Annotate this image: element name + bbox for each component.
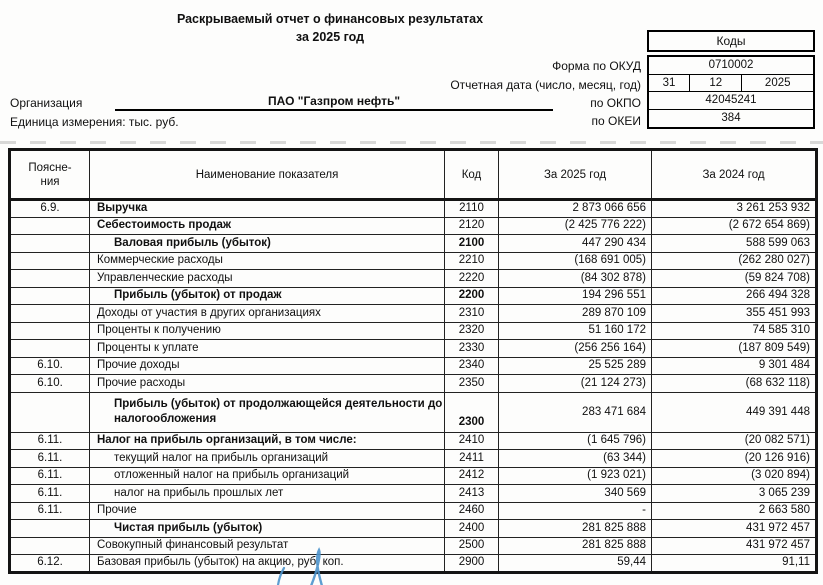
okud-value: 0710002 xyxy=(649,57,813,75)
report-date-label: Отчетная дата (число, месяц, год) xyxy=(450,78,641,92)
table-row xyxy=(10,555,817,573)
codes-box xyxy=(647,30,815,129)
okud-label: Форма по ОКУД xyxy=(552,59,641,73)
cell-name: Валовая прибыль (убыток) xyxy=(90,235,445,253)
cell-code: 2200 xyxy=(445,287,499,305)
table-row xyxy=(10,485,817,503)
cell-explanation xyxy=(10,252,90,270)
cell-explanation: 6.9. xyxy=(10,200,90,218)
cell-y2024: (3 020 894) xyxy=(652,467,817,485)
cell-y2024: 266 494 328 xyxy=(652,287,817,305)
header-indicator-name: Наименование показателя xyxy=(90,150,445,200)
cell-code: 2411 xyxy=(445,450,499,468)
cell-y2024: (187 809 549) xyxy=(652,340,817,358)
cell-name: Прибыль (убыток) от продаж xyxy=(90,287,445,305)
cell-explanation: 6.11. xyxy=(10,502,90,520)
table-row xyxy=(10,270,817,288)
report-table-body xyxy=(10,200,817,573)
cell-y2025: (84 302 878) xyxy=(499,270,652,288)
cell-name: Доходы от участия в других организациях xyxy=(90,305,445,323)
cell-code: 2100 xyxy=(445,235,499,253)
date-day-value: 31 xyxy=(649,75,690,91)
table-row xyxy=(10,287,817,305)
cell-y2025: 283 471 684 xyxy=(499,392,652,432)
cell-y2025: (1 645 796) xyxy=(499,432,652,450)
cell-explanation: 6.11. xyxy=(10,467,90,485)
report-title: Раскрываемый отчет о финансовых результатах xyxy=(176,12,484,26)
okei-value: 384 xyxy=(721,111,741,124)
table-row xyxy=(10,252,817,270)
financial-results-table xyxy=(8,148,818,574)
cell-y2024: 431 972 457 xyxy=(652,537,817,555)
cell-explanation: 6.12. xyxy=(10,555,90,573)
cell-explanation xyxy=(10,340,90,358)
cell-y2024: (68 632 118) xyxy=(652,375,817,393)
header-explanation xyxy=(10,150,90,200)
table-row xyxy=(10,375,817,393)
cell-y2024: (2 672 654 869) xyxy=(652,217,817,235)
cell-code: 2412 xyxy=(445,467,499,485)
cell-code: 2413 xyxy=(445,485,499,503)
cell-explanation: 6.11. xyxy=(10,485,90,503)
table-row xyxy=(10,217,817,235)
cell-y2024: 3 261 253 932 xyxy=(652,200,817,218)
cell-y2025: 25 525 289 xyxy=(499,357,652,375)
table-row xyxy=(10,432,817,450)
cell-y2025: 447 290 434 xyxy=(499,235,652,253)
cell-name: налог на прибыль прошлых лет xyxy=(90,485,445,503)
cell-name: Управленческие расходы xyxy=(90,270,445,288)
header-year-2025: За 2025 год xyxy=(499,150,652,200)
okpo-value: 42045241 xyxy=(649,92,813,110)
cell-code: 2110 xyxy=(445,200,499,218)
cell-y2025: 281 825 888 xyxy=(499,537,652,555)
cell-explanation: 6.10. xyxy=(10,375,90,393)
table-row xyxy=(10,235,817,253)
cell-y2025: 340 569 xyxy=(499,485,652,503)
cell-name: текущий налог на прибыль организаций xyxy=(90,450,445,468)
organization-name: ПАО "Газпром нефть" xyxy=(115,94,553,111)
codes-values-table xyxy=(647,55,815,129)
cell-y2024: 2 663 580 xyxy=(652,502,817,520)
cell-y2025: 289 870 109 xyxy=(499,305,652,323)
cell-y2024: (262 280 027) xyxy=(652,252,817,270)
table-row xyxy=(10,340,817,358)
cell-y2024: 3 065 239 xyxy=(652,485,817,503)
cell-explanation xyxy=(10,392,90,432)
table-row xyxy=(10,322,817,340)
cell-name: Проценты к получению xyxy=(90,322,445,340)
cell-name: Себестоимость продаж xyxy=(90,217,445,235)
table-row xyxy=(10,537,817,555)
cell-y2025: - xyxy=(499,502,652,520)
scan-artifact-line xyxy=(0,141,823,144)
cell-y2024: 9 301 484 xyxy=(652,357,817,375)
cell-code: 2330 xyxy=(445,340,499,358)
cell-name: Проценты к уплате xyxy=(90,340,445,358)
cell-code: 2310 xyxy=(445,305,499,323)
cell-explanation xyxy=(10,305,90,323)
cell-y2024: (20 126 916) xyxy=(652,450,817,468)
cell-explanation xyxy=(10,537,90,555)
cell-explanation xyxy=(10,287,90,305)
codes-header-cell: Коды xyxy=(647,30,815,52)
cell-code: 2500 xyxy=(445,537,499,555)
cell-name: Прочие расходы xyxy=(90,375,445,393)
table-row xyxy=(10,520,817,538)
report-date-row xyxy=(649,75,813,93)
cell-code: 2320 xyxy=(445,322,499,340)
cell-y2025: (63 344) xyxy=(499,450,652,468)
cell-code: 2400 xyxy=(445,520,499,538)
report-period: за 2025 год xyxy=(295,30,365,44)
cell-y2024: (59 824 708) xyxy=(652,270,817,288)
cell-y2025: 194 296 551 xyxy=(499,287,652,305)
table-row xyxy=(10,305,817,323)
measurement-unit-label: Единица измерения: тыс. руб. xyxy=(10,115,179,129)
cell-code: 2220 xyxy=(445,270,499,288)
cell-y2025: (2 425 776 222) xyxy=(499,217,652,235)
cell-y2024: 91,11 xyxy=(652,555,817,573)
header-explanation-line1: Поясне- xyxy=(28,161,72,174)
cell-name: Совокупный финансовый результат xyxy=(90,537,445,555)
header-explanation-line2: ния xyxy=(40,175,60,188)
cell-y2025: 281 825 888 xyxy=(499,520,652,538)
date-year-value: 2025 xyxy=(764,76,791,89)
cell-y2025: 2 873 066 656 xyxy=(499,200,652,218)
date-month-value: 12 xyxy=(690,75,742,91)
cell-name: Прочие xyxy=(90,502,445,520)
cell-y2024: 588 599 063 xyxy=(652,235,817,253)
cell-y2024: 431 972 457 xyxy=(652,520,817,538)
table-row xyxy=(10,200,817,218)
cell-code: 2410 xyxy=(445,432,499,450)
cell-code: 2120 xyxy=(445,217,499,235)
cell-name: Базовая прибыль (убыток) на акцию, руб. коп. xyxy=(90,555,445,573)
cell-name: Прочие доходы xyxy=(90,357,445,375)
cell-code: 2210 xyxy=(445,252,499,270)
cell-code: 2460 xyxy=(445,502,499,520)
cell-explanation xyxy=(10,270,90,288)
header-code: Код xyxy=(445,150,499,200)
cell-y2025: (1 923 021) xyxy=(499,467,652,485)
cell-name: Налог на прибыль организаций, в том числе: xyxy=(90,432,445,450)
table-row xyxy=(10,392,817,432)
cell-explanation xyxy=(10,235,90,253)
cell-y2024: 74 585 310 xyxy=(652,322,817,340)
header-year-2024: За 2024 год xyxy=(652,150,817,200)
cell-y2025: (256 256 164) xyxy=(499,340,652,358)
cell-y2024: (20 082 571) xyxy=(652,432,817,450)
cell-name: Коммерческие расходы xyxy=(90,252,445,270)
table-row xyxy=(10,467,817,485)
cell-code: 2300 xyxy=(445,392,499,432)
cell-name: Чистая прибыль (убыток) xyxy=(90,520,445,538)
cell-explanation xyxy=(10,520,90,538)
table-row xyxy=(10,357,817,375)
cell-y2025: 59,44 xyxy=(499,555,652,573)
cell-explanation: 6.11. xyxy=(10,432,90,450)
cell-y2025: (168 691 005) xyxy=(499,252,652,270)
cell-name: Прибыль (убыток) от продолжающейся деятельности до налогообложения xyxy=(90,392,445,432)
cell-y2024: 355 451 993 xyxy=(652,305,817,323)
table-row xyxy=(10,502,817,520)
cell-code: 2340 xyxy=(445,357,499,375)
okpo-label: по ОКПО xyxy=(590,96,641,110)
cell-y2025: (21 124 273) xyxy=(499,375,652,393)
cell-explanation: 6.10. xyxy=(10,357,90,375)
cell-name: отложенный налог на прибыль организаций xyxy=(90,467,445,485)
cell-explanation xyxy=(10,217,90,235)
cell-code: 2900 xyxy=(445,555,499,573)
cell-explanation xyxy=(10,322,90,340)
cell-explanation: 6.11. xyxy=(10,450,90,468)
cell-y2024: 449 391 448 xyxy=(652,392,817,432)
table-header-row xyxy=(10,150,817,200)
table-row xyxy=(10,450,817,468)
organization-label: Организация xyxy=(10,96,83,110)
okei-label: по ОКЕИ xyxy=(591,114,641,128)
cell-name: Выручка xyxy=(90,200,445,218)
cell-y2025: 51 160 172 xyxy=(499,322,652,340)
cell-code: 2350 xyxy=(445,375,499,393)
